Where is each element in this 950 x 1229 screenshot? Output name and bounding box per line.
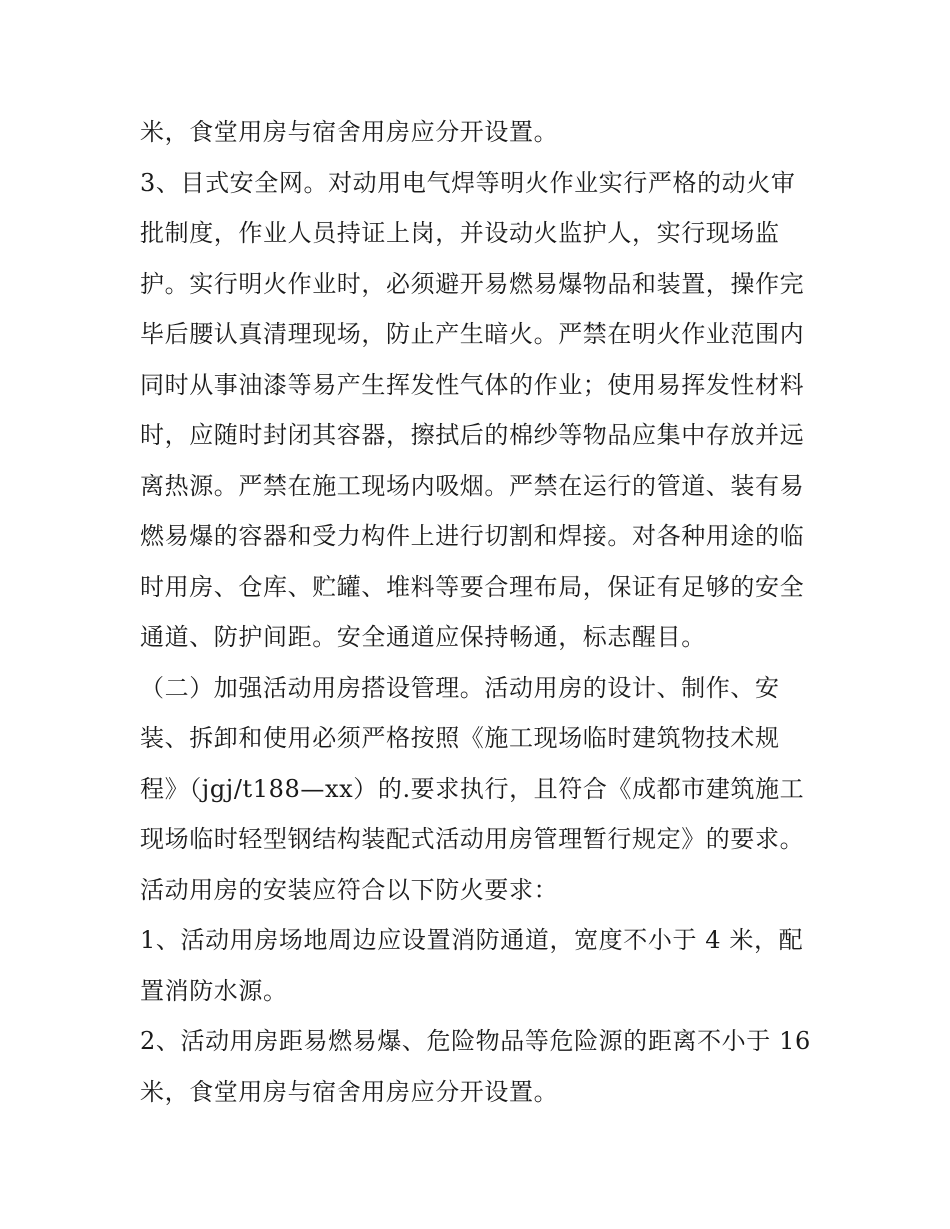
text-line: 时用房、仓库、贮罐、堆料等要合理布局，保证有足够的安全 bbox=[140, 572, 805, 601]
text-line: 1、活动用房场地周边应设置消防通道，宽度不小于 4 米，配 bbox=[140, 926, 804, 954]
text-line: 米，食堂用房与宿舍用房应分开设置。 bbox=[140, 118, 559, 146]
text-line: 3、目式安全网。对动用电气焊等明火作业实行严格的动火审 bbox=[140, 168, 796, 197]
text-line: 燃易爆的容器和受力构件上进行切割和焊接。对各种用途的临 bbox=[140, 522, 805, 550]
text-line: 护。实行明火作业时，必须避开易燃易爆物品和装置，操作完 bbox=[140, 269, 805, 298]
text-line: 程》（jgj/t188—xx）的.要求执行，且符合《成都市建筑施工 bbox=[140, 774, 805, 803]
text-line: 通道、防护间距。安全通道应保持畅通，标志醒目。 bbox=[140, 623, 706, 651]
text-line: 同时从事油漆等易产生挥发性气体的作业；使用易挥发性材料 bbox=[140, 370, 805, 399]
text-line: 现场临时轻型钢结构装配式活动用房管理暂行规定》的要求。 bbox=[140, 825, 805, 853]
text-line: 2、活动用房距易燃易爆、危险物品等危险源的距离不小于 16 bbox=[140, 1027, 811, 1055]
text-line: 离热源。严禁在施工现场内吸烟。严禁在运行的管道、装有易 bbox=[140, 471, 805, 500]
text-line: 装、拆卸和使用必须严格按照《施工现场临时建筑物技术规 bbox=[140, 724, 780, 752]
text-line: 时，应随时封闭其容器，擦拭后的棉纱等物品应集中存放并远 bbox=[140, 421, 805, 449]
document-body bbox=[140, 107, 820, 1117]
text-line: 置消防水源。 bbox=[140, 976, 288, 1005]
text-line: 米，食堂用房与宿舍用房应分开设置。 bbox=[140, 1077, 559, 1106]
text-line: （二）加强活动用房搭设管理。活动用房的设计、制作、安 bbox=[140, 673, 780, 702]
text-line: 毕后腰认真清理现场，防止产生暗火。严禁在明火作业范围内 bbox=[140, 320, 805, 348]
text-line: 批制度，作业人员持证上岗，并设动火监护人，实行现场监 bbox=[140, 219, 780, 247]
text-line: 活动用房的安装应符合以下防火要求： bbox=[140, 875, 559, 904]
